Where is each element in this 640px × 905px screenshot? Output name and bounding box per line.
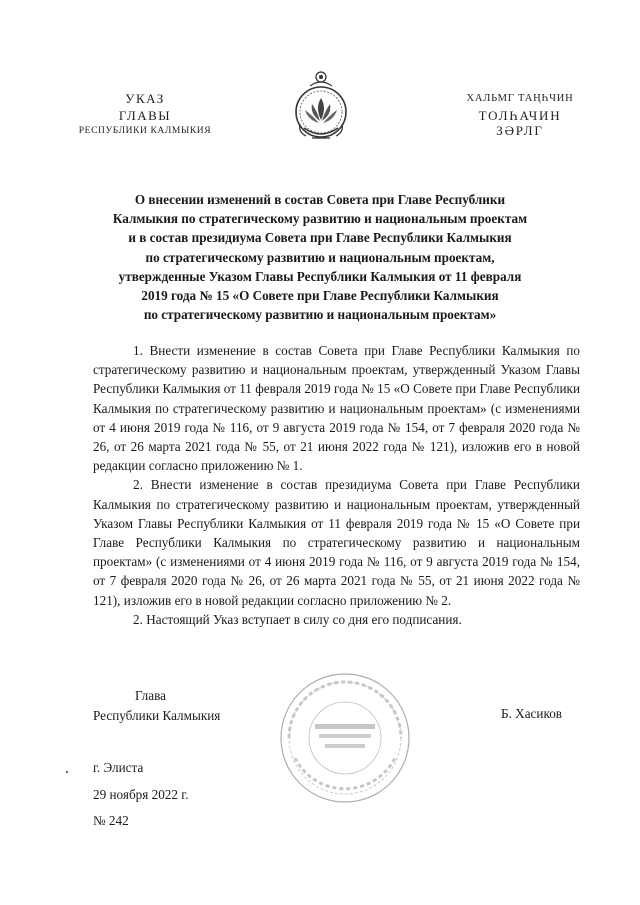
signatory-role-line1: Глава: [135, 688, 166, 703]
header-left-block: [30, 90, 260, 138]
header-left-line3: РЕСПУБЛИКИ КАЛМЫКИЯ: [78, 126, 212, 136]
kalmykia-coat-of-arms-icon: [290, 68, 352, 148]
scan-speck: [66, 771, 68, 773]
decree-paragraph-1: 1. Внести изменение в состав Совета при Главе Республики Калмыкия по стратегическому развитию и национальным проектам, утвержденный Указом Главы Республики Калмыкия от 11 февраля 2019 года № 15 «О Совете при Главе Республики Калмыкия по стратегическому развитию и национальным проектам» (с изменениями от 4 июня 2019 года № 116, от 9 августа 2019 года № 154, от 7 февраля 2020 года № 26, от 26 марта 2021 года № 55, от 21 июня 2022 года № 121), изложив его в новой редакции согласно приложению № 1.: [93, 343, 580, 474]
header-right-line2: ТОЛҺАЧИН: [478, 108, 562, 123]
official-seal-stamp-icon: [275, 668, 415, 808]
title-line: по стратегическому развитию и национальным проектам,: [145, 249, 495, 265]
decree-paragraph-3: 2. Настоящий Указ вступает в силу со дня его подписания.: [133, 611, 462, 627]
signatory-name: Б. Хасиков: [501, 706, 563, 721]
header-right-line1: ХАЛЬМГ ТАҢҺЧИН: [466, 93, 574, 104]
title-line: по стратегическому развитию и национальным проектам»: [143, 307, 497, 323]
decree-body: [93, 341, 580, 629]
header-right-block: [420, 90, 620, 138]
title-line: 2019 года № 15 «О Совете при Главе Республики Калмыкия: [141, 288, 499, 304]
signatory-role: [93, 686, 220, 725]
issue-city: г. Элиста: [93, 760, 144, 775]
decree-number: № 242: [93, 813, 129, 828]
decree-title: [75, 190, 565, 324]
header-left-line2: ГЛАВЫ: [118, 108, 172, 123]
title-line: утвержденные Указом Главы Республики Калмыкия от 11 февраля: [118, 268, 522, 284]
decree-paragraph-2: 2. Внести изменение в состав президиума Совета при Главе Республики Калмыкия по стратегическому развитию и национальным проектам, утвержденный Указом Главы Республики Калмыкия от 11 февраля 2019 года № 15 «О Совете при Главе Республики Калмыкия по стратегическому развитию и национальным проектам» (с изменениями от 4 июня 2019 года № 116, от 9 августа 2019 года № 154, от 7 февраля 2020 года № 26, от 26 марта 2021 года № 55, от 21 июня 2022 года № 121), изложив его в новой редакции согласно приложению № 2.: [93, 477, 580, 608]
title-line: Калмыкия по стратегическому развитию и национальным проектам: [112, 211, 528, 227]
header-right-line3: ЗӘРЛГ: [496, 123, 544, 138]
header-left-line1: УКАЗ: [125, 91, 165, 106]
title-line: О внесении изменений в состав Совета при Главе Республики: [134, 192, 506, 207]
signatory-role-line2: Республики Калмыкия: [93, 707, 221, 723]
issue-date: 29 ноября 2022 г.: [93, 787, 189, 802]
title-line: и в состав президиума Совета при Главе Республики Калмыкия: [128, 230, 512, 246]
